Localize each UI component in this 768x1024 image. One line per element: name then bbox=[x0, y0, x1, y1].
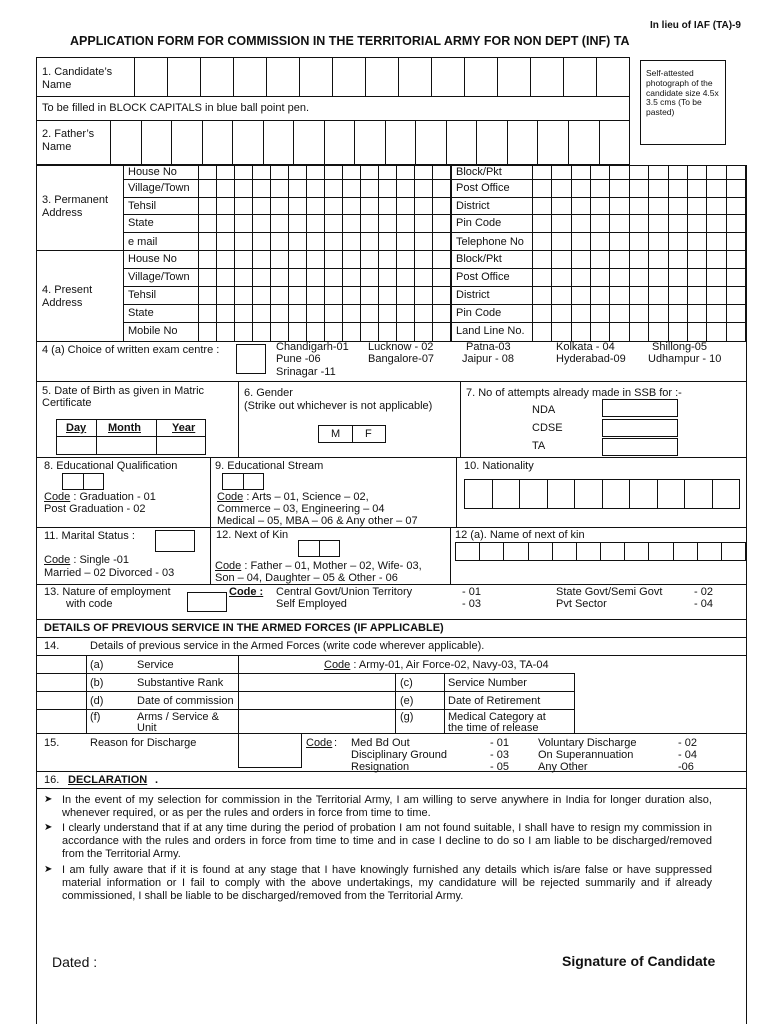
perm-village-label: Village/Town bbox=[128, 182, 190, 194]
marital-status-box[interactable] bbox=[155, 530, 195, 552]
date-of-retirement-label: Date of Retirement bbox=[448, 695, 541, 707]
previous-service-heading: DETAILS OF PREVIOUS SERVICE IN THE ARMED FORCES (IF APPLICABLE) bbox=[44, 622, 444, 634]
pres-village-label: Village/Town bbox=[128, 271, 190, 283]
discharge-disciplinary: Disciplinary Ground bbox=[351, 749, 447, 761]
permanent-address-label: 3. Permanent bbox=[42, 194, 109, 206]
centre-udhampur: Udhampur - 10 bbox=[648, 353, 722, 365]
bullet-3-icon: ➤ bbox=[44, 864, 53, 875]
gender-m[interactable]: M bbox=[331, 428, 341, 440]
dated-label[interactable]: Dated : bbox=[52, 954, 98, 970]
centre-kolkata: Kolkata - 04 bbox=[556, 341, 615, 353]
pres-address-right-boxes[interactable] bbox=[532, 250, 746, 341]
perm-house-no-label: House No bbox=[128, 166, 177, 178]
dob-month-header: Month bbox=[108, 422, 141, 434]
perm-address-right-boxes[interactable] bbox=[532, 165, 746, 250]
employment-code-label: Code : bbox=[229, 586, 264, 598]
discharge-superannuation: On Superannuation bbox=[538, 749, 634, 761]
centre-jaipur: Jaipur - 08 bbox=[462, 353, 514, 365]
pres-block-label: Block/Pkt bbox=[456, 253, 502, 265]
service-number-label: Service Number bbox=[448, 677, 527, 689]
dob-day-header: Day bbox=[66, 422, 87, 434]
perm-tehsil-label: Tehsil bbox=[128, 200, 157, 212]
signature-label[interactable]: Signature of Candidate bbox=[562, 953, 716, 969]
ssb-cdse-label: CDSE bbox=[532, 422, 563, 434]
emp-self-employed: Self Employed bbox=[276, 598, 347, 610]
discharge-any-other: Any Other bbox=[538, 761, 588, 773]
ssb-nda-box[interactable] bbox=[602, 399, 678, 417]
exam-centre-label: 4 (a) Choice of written exam centre : bbox=[42, 344, 220, 356]
edu-qualification-label: 8. Educational Qualification bbox=[44, 460, 178, 472]
pres-post-office-label: Post Office bbox=[456, 271, 510, 283]
ssb-nda-label: NDA bbox=[532, 404, 556, 416]
father-name-label: 2. Father’s bbox=[42, 128, 95, 140]
emp-pvt-sector: Pvt Sector bbox=[556, 598, 607, 610]
form-title: APPLICATION FORM FOR COMMISSION IN THE TERRITORIAL ARMY FOR NON DEPT (INF) TA bbox=[70, 34, 630, 48]
arms-service-unit-label: Arms / Service & bbox=[137, 711, 219, 723]
declaration-para-2: I clearly understand that if at any time during the period of probation I am not found suitable, I shall have to resign my commission in accordance with the rules and orders in force from time to time and in case I decline to do so I am liable to be discharged/removed from the Territorial Army. bbox=[62, 822, 712, 860]
discharge-code-label: Code bbox=[306, 737, 333, 749]
discharge-med-bd: Med Bd Out bbox=[351, 737, 410, 749]
dob-year-header: Year bbox=[172, 422, 196, 434]
substantive-rank-label: Substantive Rank bbox=[137, 677, 224, 689]
perm-email-label: e mail bbox=[128, 236, 158, 248]
reason-for-discharge-label: Reason for Discharge bbox=[90, 737, 197, 749]
pres-tehsil-label: Tehsil bbox=[128, 289, 157, 301]
previous-service-desc: Details of previous service in the Armed Forces (write code wherever applicable). bbox=[90, 640, 485, 652]
medical-category-label: Medical Category at bbox=[448, 711, 546, 723]
ssb-ta-box[interactable] bbox=[602, 438, 678, 456]
service-type-label: Service bbox=[137, 659, 174, 671]
gender-label: 6. Gender bbox=[244, 387, 293, 399]
bullet-2-icon: ➤ bbox=[44, 822, 53, 833]
declaration-title: DECLARATION bbox=[68, 774, 148, 786]
pres-pin-label: Pin Code bbox=[456, 307, 502, 319]
pres-state-label: State bbox=[128, 307, 154, 319]
service-code-text: Code : Army-01, Air Force-02, Navy-03, TA-04 bbox=[324, 659, 549, 671]
ssb-cdse-box[interactable] bbox=[602, 419, 678, 437]
pres-landline-label: Land Line No. bbox=[456, 325, 525, 337]
centre-srinagar: Srinagar -11 bbox=[276, 366, 336, 378]
bullet-1-icon: ➤ bbox=[44, 794, 53, 805]
centre-shillong: Shillong-05 bbox=[652, 341, 708, 353]
exam-centre-box[interactable] bbox=[236, 344, 266, 374]
right-border bbox=[746, 165, 747, 1024]
left-border bbox=[36, 165, 37, 1024]
nationality-label: 10. Nationality bbox=[464, 460, 534, 472]
marital-status-label: 11. Marital Status : bbox=[44, 530, 135, 542]
dob-label: 5. Date of Birth as given in Matric bbox=[42, 385, 205, 397]
father-name-boxes[interactable] bbox=[110, 120, 630, 165]
discharge-voluntary: Voluntary Discharge bbox=[538, 737, 637, 749]
declaration-para-3: I am fully aware that if it is found at any stage that I have knowingly furnished any details which is/are false or have suppressed material information or I fail to comply with the above undertakings, my candidature will be rejected summarily and if already commissioned, I shall be liable to be discharged/removed from the Territorial Army. bbox=[62, 864, 712, 902]
emp-central-govt: Central Govt/Union Territory bbox=[276, 586, 413, 598]
centre-chandigarh: Chandigarh-01 bbox=[276, 341, 349, 353]
employment-label: 13. Nature of employment bbox=[44, 586, 171, 598]
next-of-kin-name-label: 12 (a). Name of next of kin bbox=[455, 529, 585, 541]
nationality-boxes[interactable] bbox=[464, 479, 740, 509]
emp-state-govt: State Govt/Semi Govt bbox=[556, 586, 663, 598]
gender-note: (Strike out whichever is not applicable) bbox=[244, 400, 433, 412]
form-reference: In lieu of IAF (TA)-9 bbox=[650, 20, 741, 31]
date-of-commission-label: Date of commission bbox=[137, 695, 234, 707]
ssb-ta-label: TA bbox=[532, 440, 546, 452]
perm-telephone-label: Telephone No bbox=[456, 236, 524, 248]
next-of-kin-name-boxes[interactable] bbox=[455, 542, 746, 560]
candidate-name-boxes[interactable] bbox=[134, 57, 630, 96]
candidate-name-label: 1. Candidate’s bbox=[42, 66, 113, 78]
pres-address-left-boxes[interactable] bbox=[198, 250, 451, 341]
gender-f[interactable]: F bbox=[365, 428, 372, 440]
perm-address-left-boxes[interactable] bbox=[198, 165, 451, 250]
employment-box[interactable] bbox=[187, 592, 227, 612]
centre-pune: Pune -06 bbox=[276, 353, 321, 365]
pres-house-no-label: House No bbox=[128, 253, 177, 265]
perm-block-label: Block/Pkt bbox=[456, 166, 502, 178]
perm-district-label: District bbox=[456, 200, 490, 212]
ssb-attempts-label: 7. No of attempts already made in SSB for :- bbox=[466, 387, 682, 399]
photograph-box[interactable]: Self-attested photograph of the candidate size 4.5x 3.5 cms (To be pasted) bbox=[640, 60, 726, 145]
centre-lucknow: Lucknow - 02 bbox=[368, 341, 434, 353]
perm-pin-label: Pin Code bbox=[456, 217, 502, 229]
present-address-label: 4. Present bbox=[42, 284, 93, 296]
pres-mobile-label: Mobile No bbox=[128, 325, 178, 337]
discharge-box[interactable] bbox=[238, 733, 302, 768]
perm-post-office-label: Post Office bbox=[456, 182, 510, 194]
edu-stream-label: 9. Educational Stream bbox=[215, 460, 324, 472]
centre-patna: Patna-03 bbox=[466, 341, 511, 353]
centre-bangalore: Bangalore-07 bbox=[368, 353, 435, 365]
centre-hyderabad: Hyderabad-09 bbox=[556, 353, 626, 365]
declaration-para-1: In the event of my selection for commission in the Territorial Army, I am willing to serve anywhere in India for longer duration also, whenever required, or as per the rules and orders in force from time to time. bbox=[62, 794, 712, 819]
pres-district-label: District bbox=[456, 289, 490, 301]
discharge-resignation: Resignation bbox=[351, 761, 410, 773]
block-capitals-instruction: To be filled in BLOCK CAPITALS in blue ball point pen. bbox=[42, 102, 310, 114]
next-of-kin-label: 12. Next of Kin bbox=[216, 529, 289, 541]
perm-state-label: State bbox=[128, 217, 154, 229]
